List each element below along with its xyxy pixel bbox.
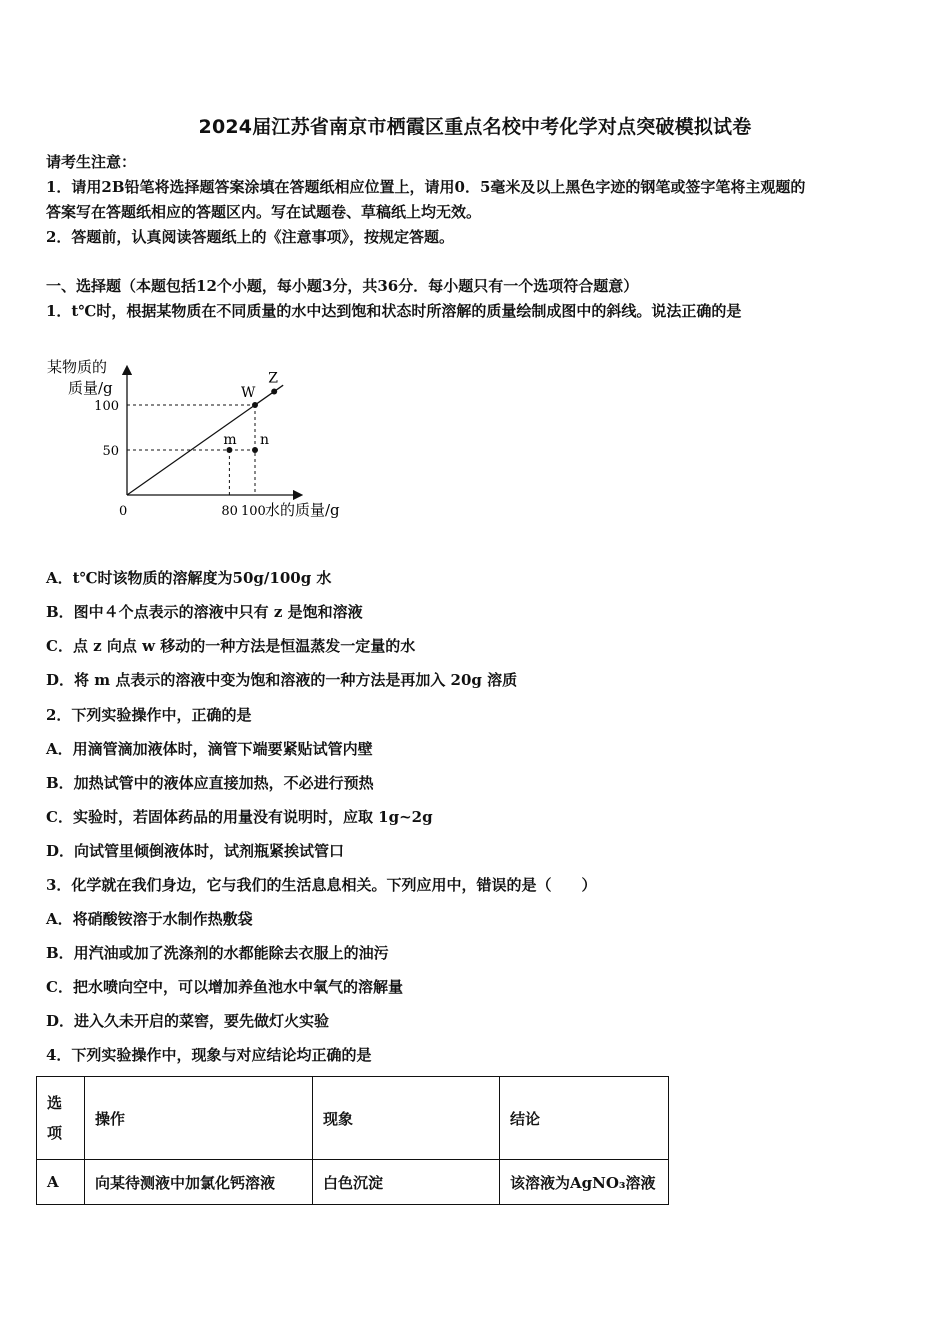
y-tick-label: 50 [102, 444, 119, 459]
header-option: 选 项 [37, 1077, 85, 1160]
question-2-stem: 2．下列实验操作中，正确的是 [46, 706, 252, 724]
solubility-chart [40, 350, 370, 530]
y-axis-label-line2: 质量/g [68, 379, 113, 397]
q1-option-b: B．图中４个点表示的溶液中只有 z 是饱和溶液 [46, 603, 363, 621]
point-n [252, 447, 258, 453]
q3-option-b: B．用汽油或加了洗涤剂的水都能除去衣服上的油污 [46, 944, 389, 962]
table-cell: A [37, 1160, 85, 1205]
point-label-z: Z [268, 370, 278, 387]
point-label-n: n [260, 432, 270, 448]
y-tick-label: 100 [94, 399, 119, 414]
chart-marks [94, 371, 283, 520]
section-heading: 一、选择题（本题包括12个小题，每小题3分，共36分．每小题只有一个选项符合题意） [46, 277, 639, 295]
x-axis-label: 水的质量/g [265, 501, 340, 519]
point-w [252, 402, 258, 408]
notice-item-1-cont: 答案写在答题纸相应的答题区内。写在试题卷、草稿纸上均无效。 [46, 203, 482, 221]
x-tick-label: 80 [221, 504, 238, 519]
header-conclusion: 结论 [500, 1077, 669, 1160]
q2-option-a: A．用滴管滴加液体时，滴管下端要紧贴试管内壁 [46, 740, 373, 758]
q1-option-d: D．将 m 点表示的溶液中变为饱和溶液的一种方法是再加入 20g 溶质 [46, 671, 518, 689]
q2-option-b: B．加热试管中的液体应直接加热，不必进行预热 [46, 774, 374, 792]
table-cell: 向某待测液中加氯化钙溶液 [85, 1160, 313, 1205]
table-header-row [37, 1077, 669, 1160]
q1-option-c: C．点 z 向点 w 移动的一种方法是恒温蒸发一定量的水 [46, 637, 416, 655]
q3-option-a: A．将硝酸铵溶于水制作热敷袋 [46, 910, 253, 928]
question-4-stem: 4．下列实验操作中，现象与对应结论均正确的是 [46, 1046, 372, 1064]
point-z [271, 389, 277, 395]
notice-heading: 请考生注意： [46, 153, 137, 171]
q2-option-c: C．实验时，若固体药品的用量没有说明时，应取 1g~2g [46, 808, 433, 826]
table-row [37, 1160, 669, 1205]
x-tick-label: 100 [241, 504, 266, 519]
question-1-stem: 1．t℃时，根据某物质在不同质量的水中达到饱和状态时所溶解的质量绘制成图中的斜线。说法正确的是 [46, 302, 742, 320]
question-3-stem: 3．化学就在我们身边，它与我们的生活息息相关。下列应用中，错误的是（ ） [46, 876, 597, 894]
q1-option-a: A．t℃时该物质的溶解度为50g/100g 水 [46, 569, 332, 587]
q3-option-d: D．进入久未开启的菜窖，要先做灯火实验 [46, 1012, 330, 1030]
header-phenomenon: 现象 [313, 1077, 500, 1160]
q2-option-d: D．向试管里倾倒液体时，试剂瓶紧挨试管口 [46, 842, 345, 860]
table-cell: 该溶液为AgNO₃溶液 [500, 1160, 669, 1205]
page-title: 2024届江苏省南京市栖霞区重点名校中考化学对点突破模拟试卷 [198, 116, 752, 138]
origin-label: 0 [119, 504, 128, 519]
notice-item-1: 1．请用2B铅笔将选择题答案涂填在答题纸相应位置上，请用0．5毫米及以上黑色字迹的钢笔或签字笔将主观题的 [46, 178, 806, 196]
q4-table [36, 1076, 669, 1205]
header-operation: 操作 [85, 1077, 313, 1160]
point-label-w: W [241, 385, 256, 401]
point-label-m: m [223, 432, 237, 448]
q3-option-c: C．把水喷向空中，可以增加养鱼池水中氧气的溶解量 [46, 978, 403, 996]
table-cell: 白色沉淀 [313, 1160, 500, 1205]
notice-item-2: 2．答题前，认真阅读答题纸上的《注意事项》，按规定答题。 [46, 228, 454, 246]
y-axis-label-line1: 某物质的 [47, 358, 108, 376]
